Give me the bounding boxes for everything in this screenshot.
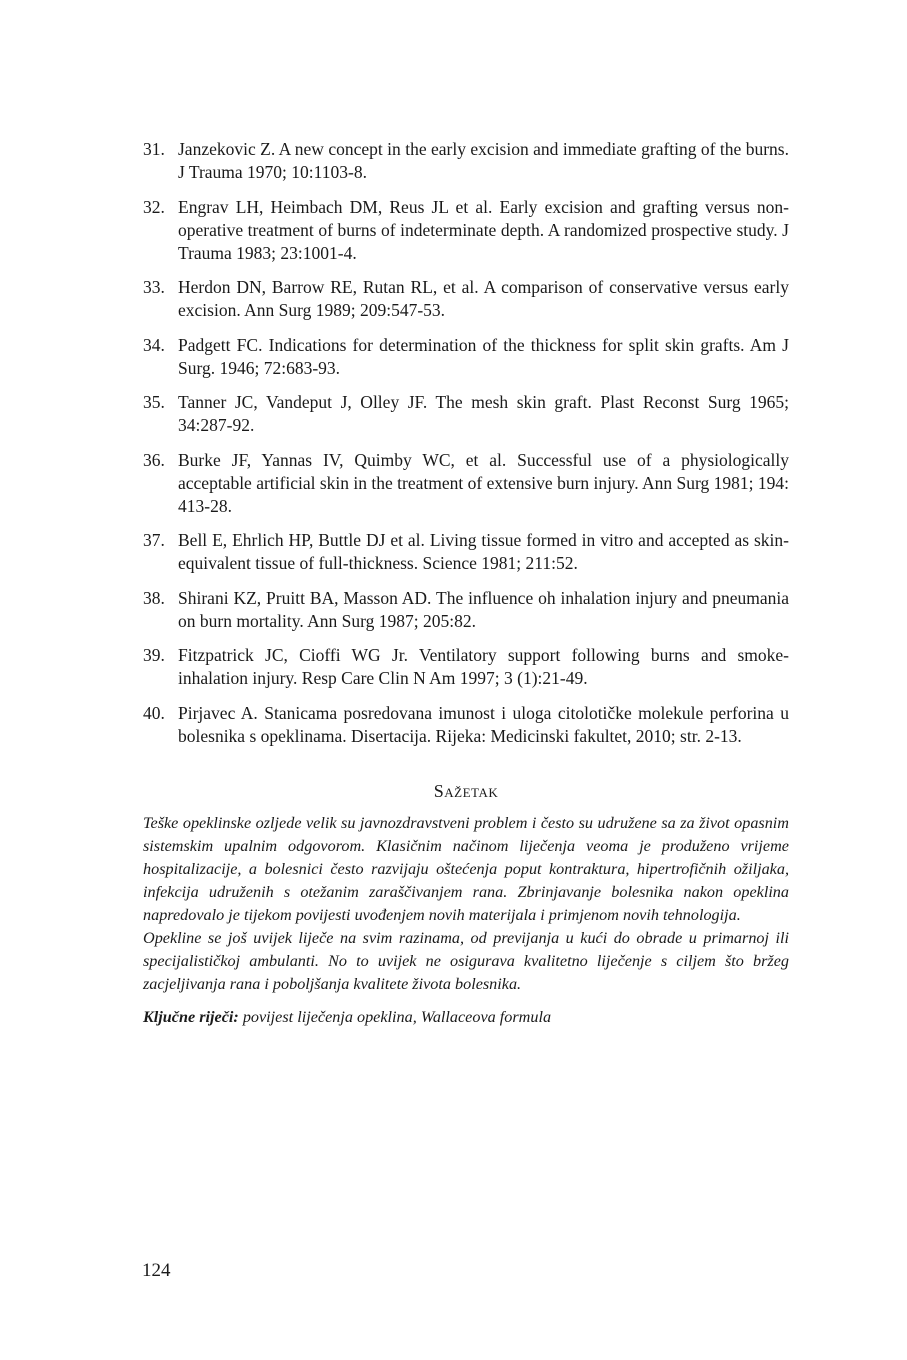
reference-text: Fitzpatrick JC, Cioffi WG Jr. Ventilatory support following burns and smoke-inhalation injury. Resp Care Clin N Am 1997; 3 (1):21-49.	[178, 645, 789, 688]
summary-title: Sažetak	[433, 780, 499, 801]
page-content	[143, 138, 789, 1029]
reference-item	[143, 587, 789, 633]
reference-text: Padgett FC. Indications for determination of the thickness for split skin grafts. Am J Surg. 1946; 72:683-93.	[178, 334, 789, 378]
summary-paragraph: Opekline se još uvijek liječe na svim razinama, od previjanja u kući do obrade u primarnoj ili specijalističkoj ambulanti. No to uvijek ne osigurava kvalitetno liječenje s ciljem što bržeg zacjeljivanja rana i poboljšanja kvalitete života bolesnika.	[143, 928, 789, 993]
reference-item	[143, 449, 789, 518]
reference-item	[143, 138, 789, 184]
reference-list	[143, 138, 789, 748]
reference-item	[143, 196, 789, 265]
reference-number: 35.	[143, 392, 165, 412]
reference-text: Janzekovic Z. A new concept in the early excision and immediate grafting of the burns. J Trauma 1970; 10:1103-8.	[178, 139, 789, 182]
reference-number: 34.	[143, 334, 165, 355]
reference-number: 39.	[143, 645, 165, 665]
reference-item	[143, 391, 789, 437]
keywords-label: Ključne riječi:	[143, 1007, 239, 1026]
reference-text: Pirjavec A. Stanicama posredovana imunost i uloga citolotičke molekule perforina u bolesnika s opeklinama. Disertacija. Rijeka: Medicinski fakultet, 2010; str. 2-13.	[178, 702, 789, 746]
reference-text: Bell E, Ehrlich HP, Buttle DJ et al. Living tissue formed in vitro and accepted as skin-equivalent tissue of full-thickness. Science 1981; 211:52.	[178, 530, 789, 573]
reference-text: Herdon DN, Barrow RE, Rutan RL, et al. A comparison of conservative versus early excision. Ann Surg 1989; 209:547-53.	[178, 277, 789, 320]
reference-text: Burke JF, Yannas IV, Quimby WC, et al. Successful use of a physiologically acceptable artificial skin in the treatment of extensive burn injury. Ann Surg 1981; 194: 413-28.	[178, 449, 789, 516]
reference-item	[143, 276, 789, 322]
page-number: 124	[142, 1260, 171, 1281]
summary-section	[143, 781, 789, 1029]
reference-item	[143, 334, 789, 380]
reference-number: 31.	[143, 139, 165, 159]
summary-paragraph: Teške opeklinske ozljede velik su javnozdravstveni problem i često su udružene sa za život opasnim sistemskim upalnim odgovorom. Klasičnim načinom liječenja veoma je produženo vrijeme hospitalizacije, a bolesnici često razvijaju oštećenja poput kontraktura, hipertrofičnih ožiljaka, infekcija udruženih s otežanim zaraščivanjem rana. Zbrinjavanje bolesnika nakon opeklina napredovalo je tijekom povijesti uvođenjem novih materijala i primjenom novih tehnologija.	[143, 813, 789, 924]
reference-number: 40.	[143, 702, 165, 723]
reference-text: Tanner JC, Vandeput J, Olley JF. The mesh skin graft. Plast Reconst Surg 1965; 34:287-92.	[178, 392, 789, 435]
reference-number: 36.	[143, 449, 165, 470]
reference-item	[143, 702, 789, 748]
reference-number: 37.	[143, 530, 165, 550]
reference-text: Engrav LH, Heimbach DM, Reus JL et al. Early excision and grafting versus non-operative treatment of burns of indeterminate depth. A randomized prospective study. J Trauma 1983; 23:1001-4.	[178, 196, 789, 263]
reference-number: 32.	[143, 196, 165, 217]
reference-number: 33.	[143, 277, 165, 297]
reference-text: Shirani KZ, Pruitt BA, Masson AD. The influence oh inhalation injury and pneumania on burn mortality. Ann Surg 1987; 205:82.	[178, 587, 789, 631]
keywords-line	[143, 1006, 789, 1029]
reference-item	[143, 529, 789, 575]
reference-item	[143, 644, 789, 690]
keywords-text: povijest liječenja opeklina, Wallaceova formula	[242, 1007, 552, 1026]
reference-number: 38.	[143, 587, 165, 608]
